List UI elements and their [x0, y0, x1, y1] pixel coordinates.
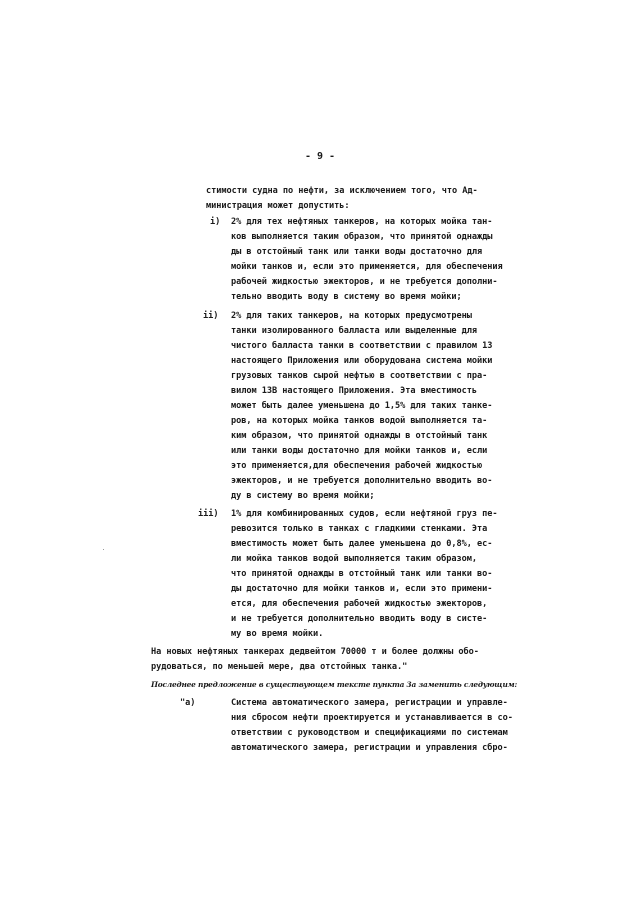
- item-ii-line: танки изолированного балласта или выделенные для: [231, 326, 477, 336]
- item-marker-ii: ii): [203, 311, 219, 321]
- item-ii-line: ду в систему во время мойки;: [231, 491, 375, 501]
- item-ii-line: настоящего Приложения или оборудована система мойки: [231, 356, 493, 366]
- item-iii-line: му во время мойки.: [231, 629, 324, 639]
- intro-line: стимости судна по нефти, за исключением того, что Ад-: [206, 186, 478, 196]
- intro-line: министрация может допустить:: [206, 201, 350, 211]
- amendment-instruction: Последнее предложение в существующем тексте пункта 3а заменить следующим:: [151, 680, 517, 689]
- scan-speck: [103, 549, 104, 550]
- item-i-line: ков выполняется таким образом, что принятой однажды: [231, 232, 493, 242]
- item-iii-line: ревозится только в танках с гладкими стенками. Эта: [231, 524, 488, 534]
- item-iii-line: ли мойка танков водой выполняется таким образом,: [231, 554, 477, 564]
- item-iii-line: ды достаточно для мойки танков и, если это примени-: [231, 584, 493, 594]
- item-ii-line: вилом 13В настоящего Приложения. Эта вместимость: [231, 386, 477, 396]
- item-iii-line: вместимость может быть далее уменьшена до 0,8%, ес-: [231, 539, 493, 549]
- item-i-line: тельно вводить воду в систему во время мойки;: [231, 292, 462, 302]
- closing-line: рудоваться, по меньшей мере, два отстойных танка.": [151, 662, 408, 672]
- item-ii-line: ким образом, что принятой однажды в отстойный танк: [231, 431, 488, 441]
- item-i-line: 2% для тех нефтяных танкеров, на которых мойка тан-: [231, 217, 493, 227]
- closing-line: На новых нефтяных танкерах дедвейтом 70000 т и более должны обо-: [151, 647, 479, 657]
- amendment-line: Система автоматического замера, регистрации и управле-: [231, 698, 508, 708]
- item-iii-line: ется, для обеспечения рабочей жидкостью эжекторов,: [231, 599, 488, 609]
- item-ii-line: ров, на которых мойка танков водой выполняется та-: [231, 416, 488, 426]
- item-ii-line: чистого балласта танки в соответствии с правилом 13: [231, 341, 493, 351]
- amendment-line: ответствии с руководством и спецификациями по системам: [231, 728, 508, 738]
- page-number: - 9 -: [304, 151, 336, 162]
- item-ii-line: эжекторов, и не требуется дополнительно вводить во-: [231, 476, 493, 486]
- item-ii-line: это применяется,для обеспечения рабочей жидкостью: [231, 461, 483, 471]
- item-i-line: ды в отстойный танк или танки воды достаточно для: [231, 247, 483, 257]
- item-iii-line: что принятой однажды в отстойный танк или танки во-: [231, 569, 493, 579]
- amendment-line: ния сбросом нефти проектируется и устанавливается в со-: [231, 713, 513, 723]
- amendment-line: автоматического замера, регистрации и управления сбро-: [231, 743, 508, 753]
- item-ii-line: или танки воды достаточно для мойки танков и, если: [231, 446, 488, 456]
- item-ii-line: грузовых танков сырой нефтью в соответствии с пра-: [231, 371, 488, 381]
- item-marker-i: i): [210, 217, 221, 227]
- item-ii-line: 2% для таких танкеров, на которых предусмотрены: [231, 311, 472, 321]
- amendment-marker: "а): [180, 698, 196, 708]
- item-marker-iii: iii): [198, 509, 219, 519]
- item-iii-line: 1% для комбинированных судов, если нефтяной груз пе-: [231, 509, 498, 519]
- item-ii-line: может быть далее уменьшена до 1,5% для таких танке-: [231, 401, 493, 411]
- item-i-line: мойки танков и, если это применяется, для обеспечения: [231, 262, 503, 272]
- item-i-line: рабочей жидкостью эжекторов, и не требуется дополни-: [231, 277, 498, 287]
- item-iii-line: и не требуется дополнительно вводить воду в систе-: [231, 614, 488, 624]
